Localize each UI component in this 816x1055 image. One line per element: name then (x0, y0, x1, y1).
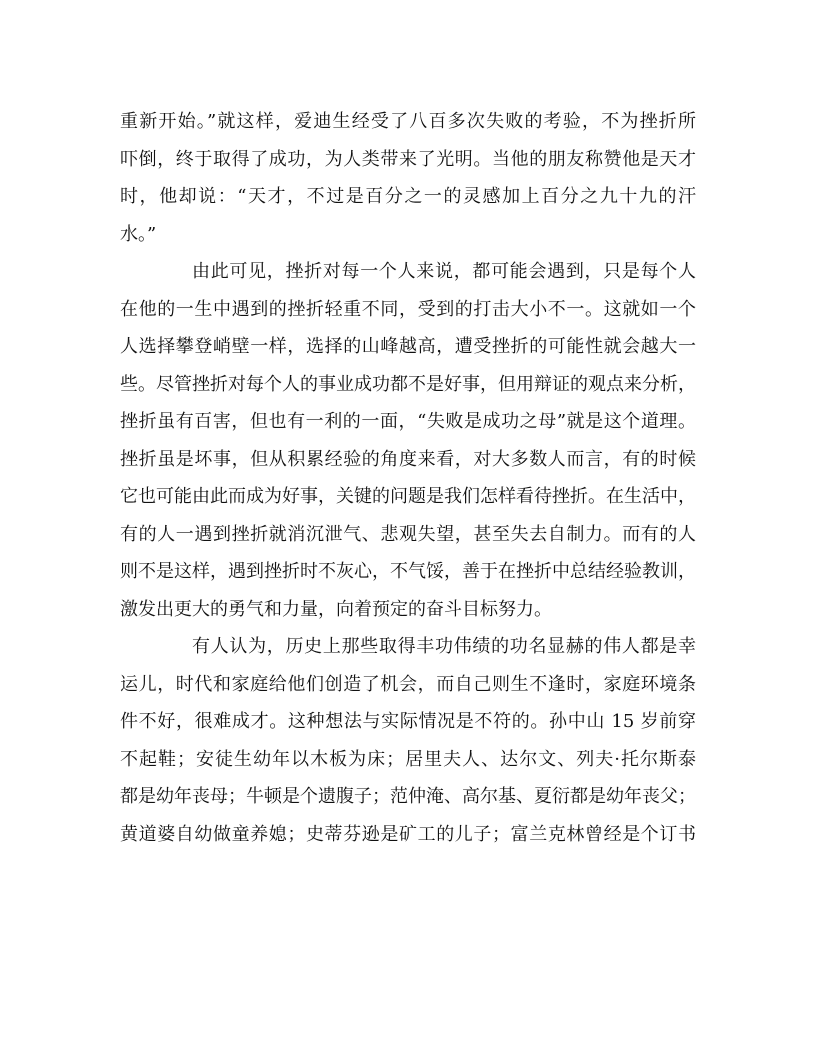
paragraph-1 (120, 103, 696, 253)
text-line: 都是幼年丧母；牛顿是个遗腹子；范仲淹、高尔基、夏衍都是幼年丧父； (120, 786, 696, 807)
text-line: 黄道婆自幼做童养媳；史蒂芬逊是矿工的儿子；富兰克林曾经是个订书 (120, 823, 696, 845)
text-line: 挫折虽有百害，但也有一利的一面，“失败是成功之母”就是这个道理。 (120, 411, 696, 432)
text-line: 水。” (120, 223, 157, 245)
text-line: 人选择攀登峭壁一样，选择的山峰越高，遭受挫折的可能性就会越大一 (120, 336, 696, 357)
paragraph-3 (120, 628, 696, 853)
text-line: 有的人一遇到挫折就消沉泄气、悲观失望，甚至失去自制力。而有的人 (120, 523, 696, 545)
paragraph-2 (120, 253, 696, 628)
text-line: 重新开始。”就这样，爱迪生经受了八百多次失败的考验，不为挫折所 (120, 111, 696, 132)
text-line: 吓倒，终于取得了成功，为人类带来了光明。当他的朋友称赞他是天才 (120, 148, 696, 170)
text-line: 它也可能由此而成为好事，关键的问题是我们怎样看待挫折。在生活中， (120, 486, 696, 507)
text-line: 不起鞋；安徒生幼年以木板为床；居里夫人、达尔文、列夫·托尔斯泰 (120, 748, 696, 770)
text-line: 件不好，很难成才。这种想法与实际情况是不符的。孙中山 15 岁前穿 (120, 711, 696, 732)
text-line: 些。尽管挫折对每个人的事业成功都不是好事，但用辩证的观点来分析， (120, 373, 696, 395)
text-line: 则不是这样，遇到挫折时不灰心，不气馁，善于在挫折中总结经验教训， (120, 561, 696, 582)
text-line: 有人认为，历史上那些取得丰功伟绩的功名显赫的伟人都是幸 (192, 636, 696, 657)
text-line: 在他的一生中遇到的挫折轻重不同，受到的打击大小不一。这就如一个 (120, 298, 696, 320)
text-line: 运儿，时代和家庭给他们创造了机会，而自己则生不逢时，家庭环境条 (120, 673, 696, 695)
text-line: 时，他却说：“天才，不过是百分之一的灵感加上百分之九十九的汗 (120, 186, 696, 207)
document-body (120, 103, 696, 853)
text-line: 挫折虽是坏事，但从积累经验的角度来看，对大多数人而言，有的时候 (120, 448, 696, 470)
text-line: 激发出更大的勇气和力量，向着预定的奋斗目标努力。 (120, 598, 552, 620)
text-line: 由此可见，挫折对每一个人来说，都可能会遇到，只是每个人 (192, 261, 696, 282)
